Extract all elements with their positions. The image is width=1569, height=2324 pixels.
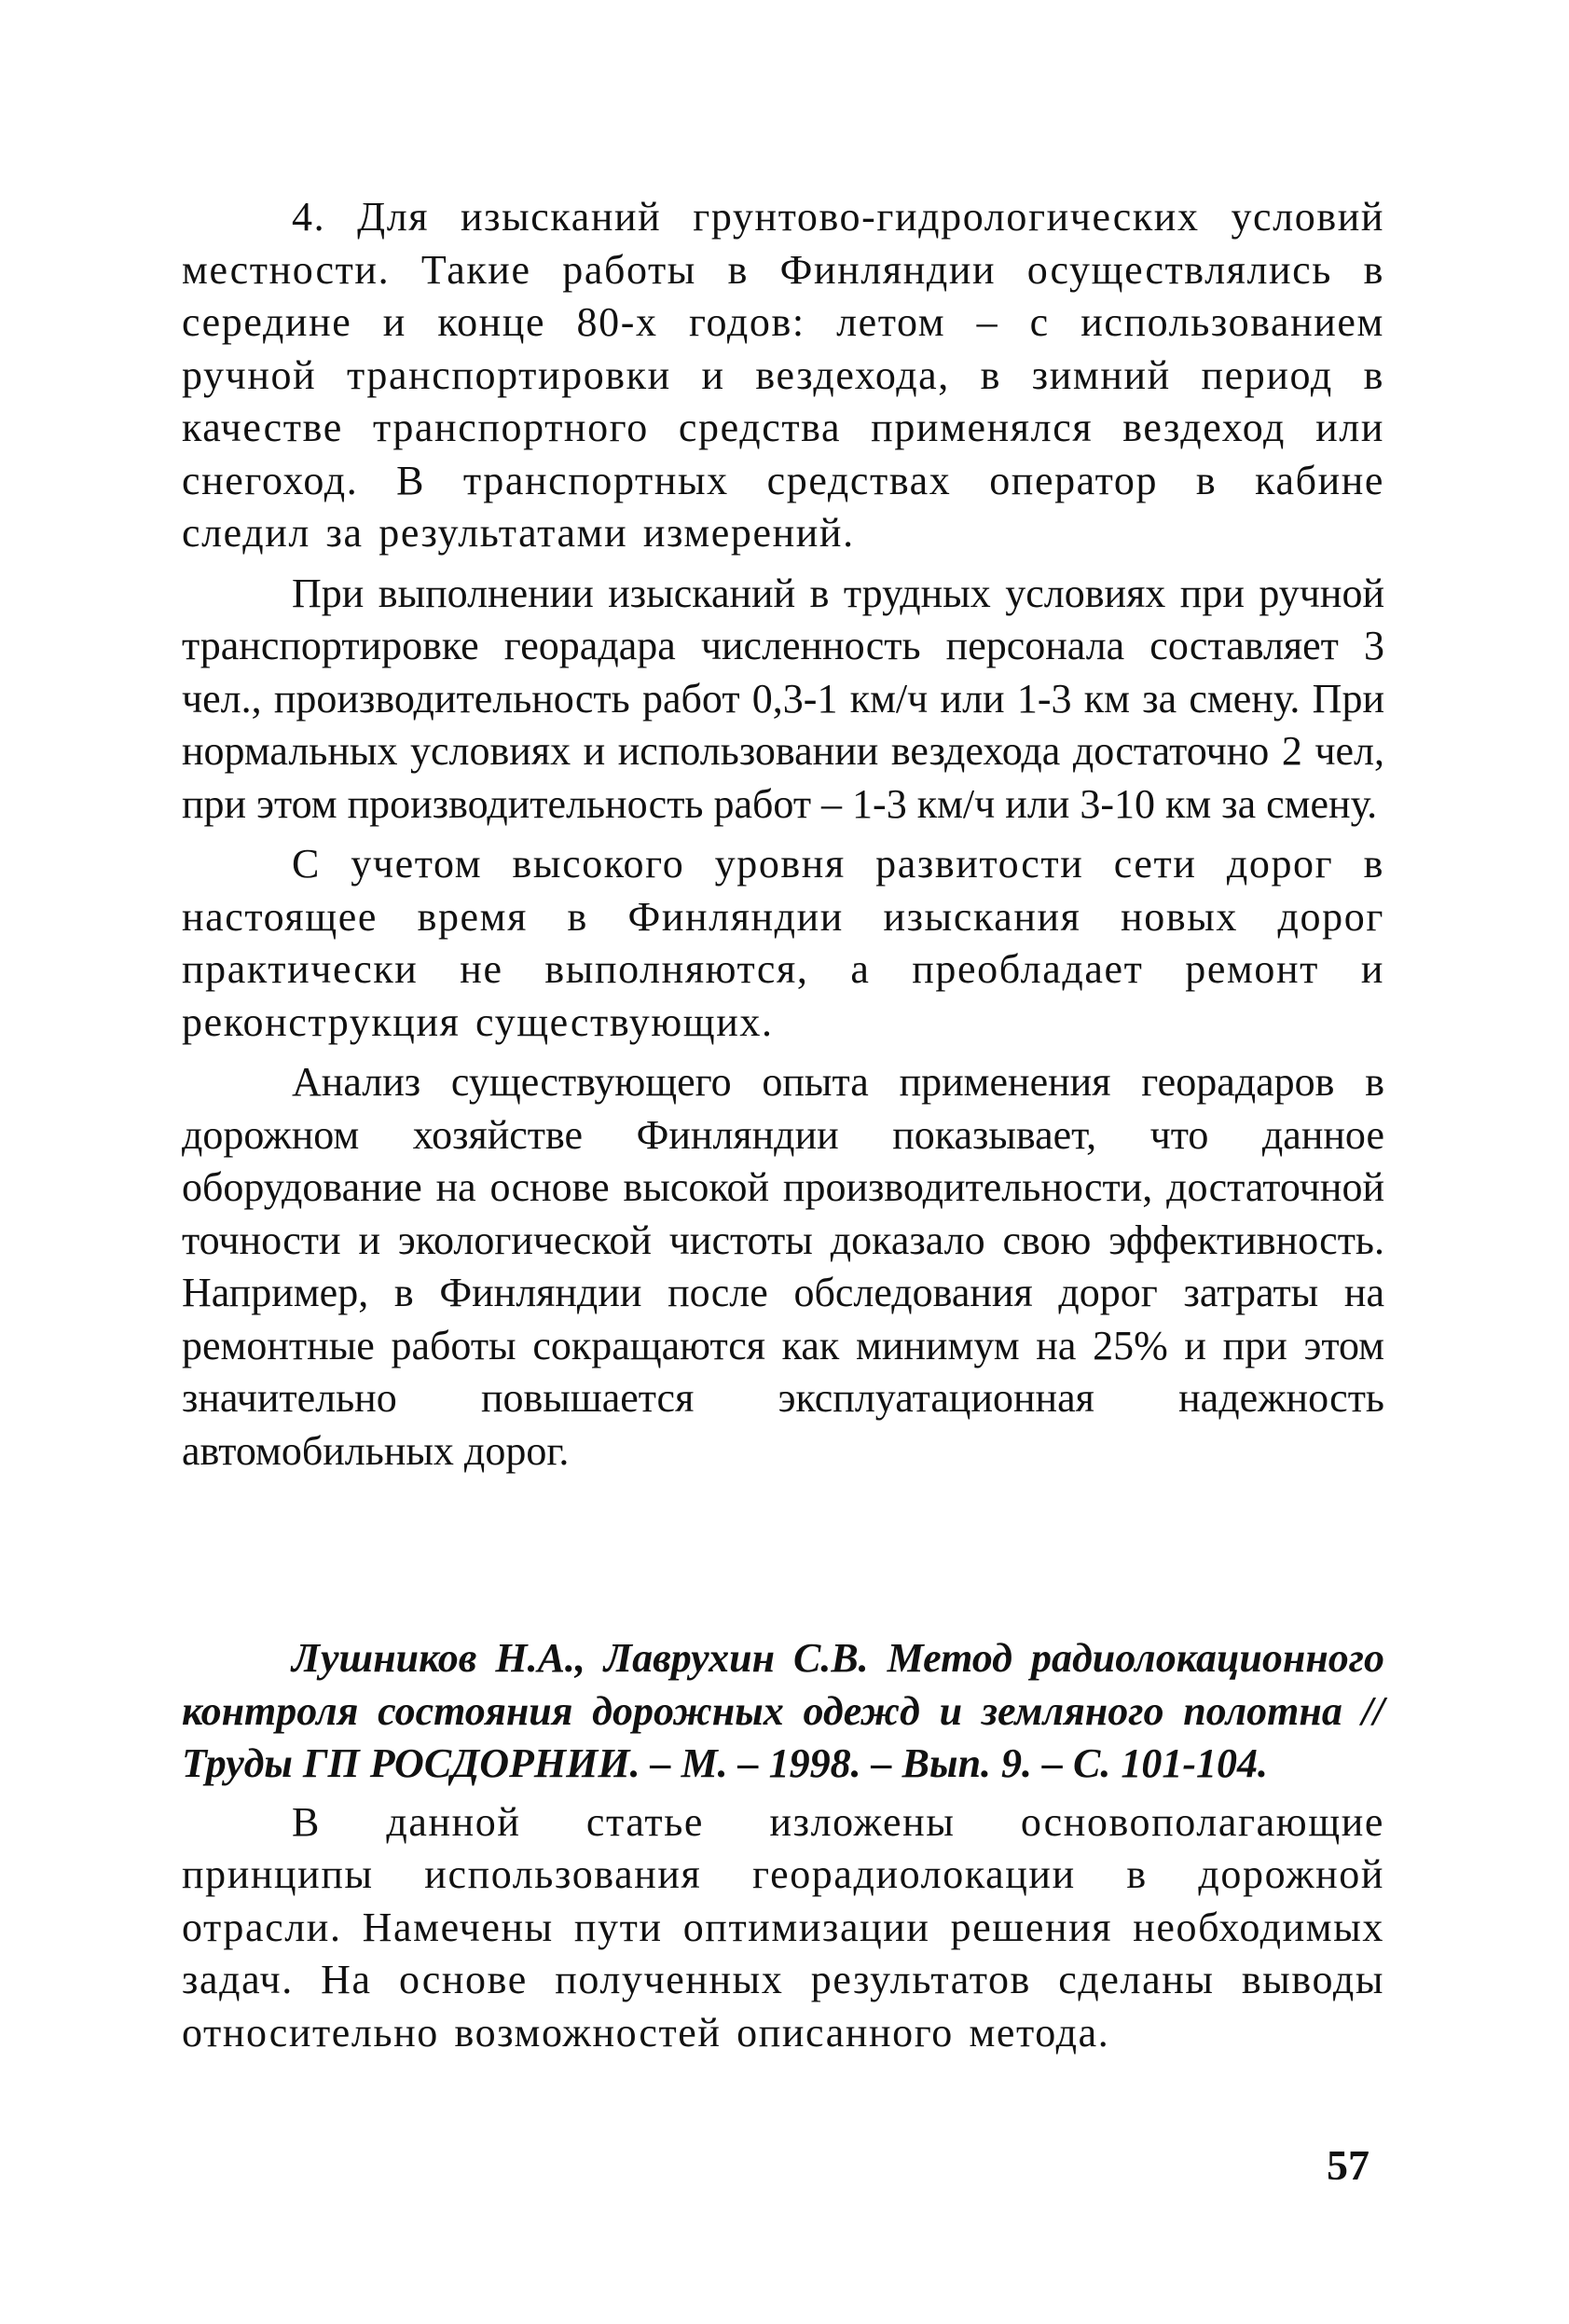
reference-citation: Лушников Н.А., Лаврухин С.В. Метод радиолокационного контроля состояния дорожных одежд и земляного полотна // Труды ГП РОСДОРНИИ. – М. – 1998. – Вып. 9. – С. 101-104. xyxy=(182,1635,1384,1786)
paragraph-road-network: С учетом высокого уровня развитости сети дорог в настоящее время в Финляндии изыскания новых дорог практически не выполняются, а преобладает ремонт и реконструкция существующих. xyxy=(182,841,1384,1045)
paragraph-productivity: При выполнении изысканий в трудных условиях при ручной транспортировке георадара численность персонала составляет 3 чел., производительность работ 0,3-1 км/ч или 1-3 км за смену. При нормальных условиях и использовании вездехода достаточно 2 чел, при этом производительность работ – 1-3 км/ч или 3-10 км за смену. xyxy=(182,570,1384,827)
paragraph-survey-conditions: 4. Для изысканий грунтово-гидрологических условий местности. Такие работы в Финляндии осуществлялись в середине и конце 80-х годов: летом – с использованием ручной транспортировки и вездехода, в зимний период в качестве транспортного средства применялся вездеход или снегоход. В транспортных средствах оператор в кабине следил за результатами измерений. xyxy=(182,194,1384,556)
page-number: 57 xyxy=(1327,2141,1369,2189)
page-body xyxy=(182,191,1384,2059)
reference-abstract: В данной статье изложены основополагающие принципы использования георадиолокации в дорожной отрасли. Намечены пути оптимизации решения необходимых задач. На основе полученных результатов сделаны выводы относительно возможностей описанного метода. xyxy=(182,1798,1384,2056)
paragraph-analysis: Анализ существующего опыта применения георадаров в дорожном хозяйстве Финляндии показывает, что данное оборудование на основе высокой производительности, достаточной точности и экологической чистоты доказало свою эффективность. Например, в Финляндии после обследования дорог затраты на ремонтные работы сокращаются как минимум на 25% и при этом значительно повышается эксплуатационная надежность автомобильных дорог. xyxy=(182,1059,1384,1474)
